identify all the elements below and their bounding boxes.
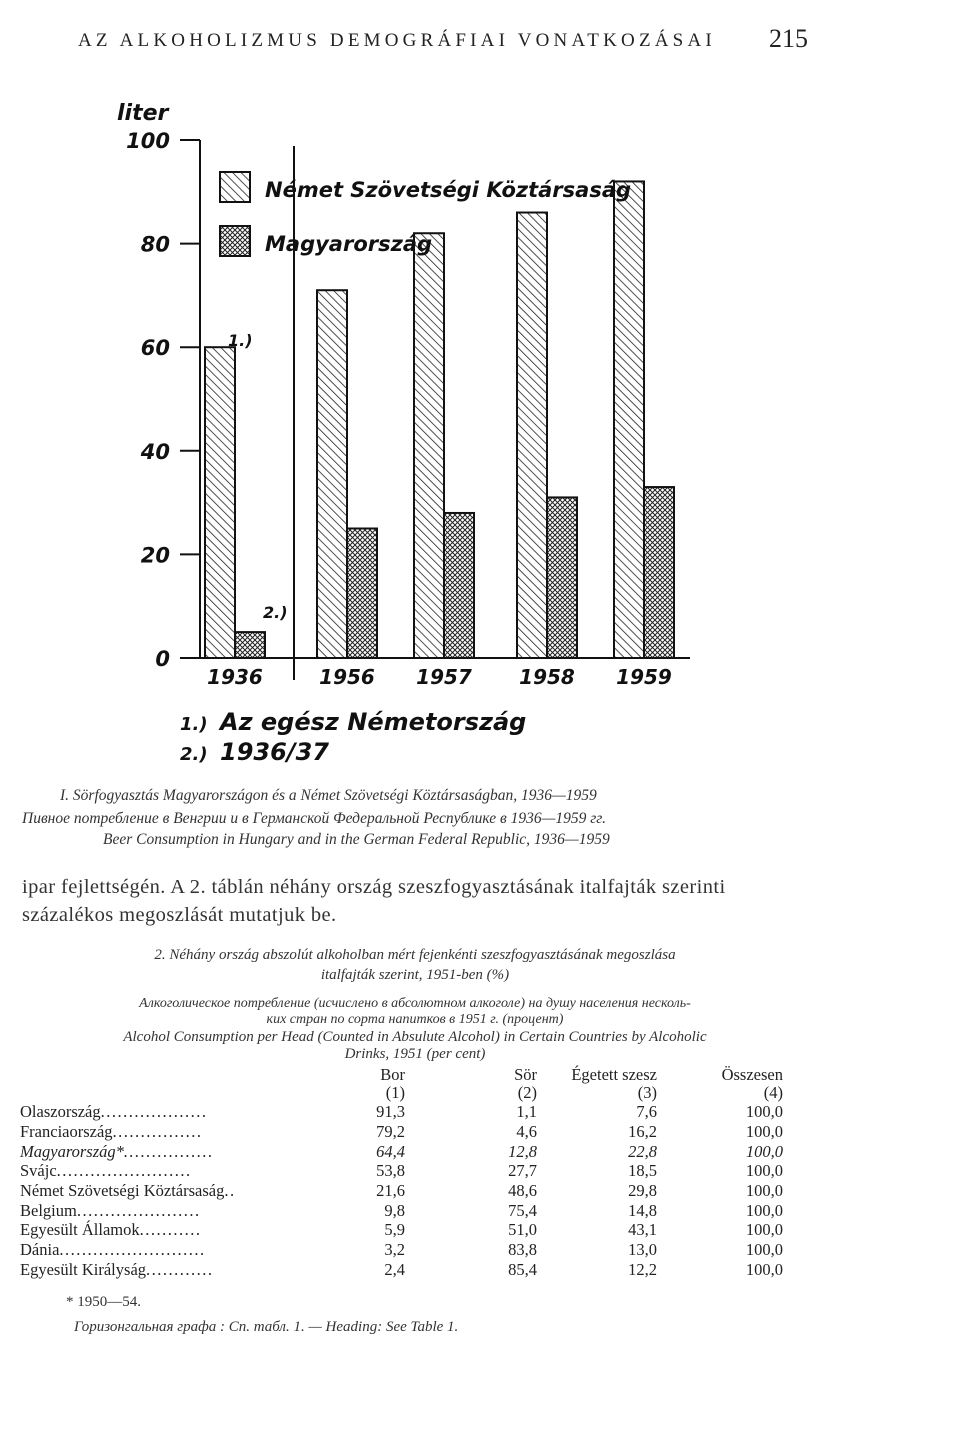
row-label: Franciaország — [20, 1122, 113, 1142]
col-num-2: (2) — [517, 1083, 537, 1102]
cell-col-3: 43,1 — [628, 1220, 657, 1240]
legend-swatch-germany — [220, 172, 250, 202]
bar-germany-1958 — [517, 213, 547, 658]
legend-label-hungary: Magyarország — [265, 232, 433, 256]
y-tick-label: 40 — [140, 439, 170, 464]
figure-caption-en: Beer Consumption in Hungary and in the German Federal Republic, 1936—1959 — [103, 831, 610, 848]
bar-hungary-1959 — [644, 487, 674, 658]
cell-col-2: 85,4 — [508, 1259, 537, 1279]
cell-col-4: 100,0 — [745, 1141, 783, 1161]
figure-caption-ru: Пивное потребление в Венгрии и в Германской Федеральной Республике в 1936—1959 гг. — [22, 810, 607, 827]
y-tick-label: 100 — [126, 129, 170, 153]
figure-caption-number: I. — [60, 787, 70, 804]
row-label: Német Szövetségi Köztársaság — [20, 1181, 225, 1201]
table-title-ru-2: ких стран по сорта напитков в 1951 г. (процент) — [266, 1012, 564, 1027]
cell-col-4: 100,0 — [745, 1181, 783, 1201]
cell-col-3: 14,8 — [628, 1200, 657, 1220]
cell-col-3: 16,2 — [628, 1122, 657, 1142]
cell-col-2: 4,6 — [516, 1122, 537, 1142]
y-axis-label: liter — [117, 101, 169, 126]
bar-hungary-1936 — [235, 632, 265, 658]
cell-col-4: 100,0 — [745, 1259, 783, 1279]
bar-hungary-1958 — [547, 497, 577, 658]
leader-dots: ............ — [146, 1259, 214, 1279]
alcohol-table — [20, 1066, 783, 1279]
table-row — [20, 1200, 783, 1220]
y-tick-label: 60 — [140, 336, 170, 361]
cell-col-2: 83,8 — [508, 1240, 537, 1260]
bar-germany-1959 — [614, 181, 644, 658]
cell-col-1: 5,9 — [384, 1220, 405, 1240]
cell-col-1: 21,6 — [376, 1181, 405, 1201]
bar-germany-1956 — [317, 290, 347, 658]
y-tick-label: 20 — [140, 543, 170, 568]
bar-germany-1936 — [205, 347, 235, 658]
col-head-3: Égetett szesz — [571, 1065, 657, 1084]
cell-col-3: 12,2 — [628, 1259, 657, 1279]
table-row — [20, 1122, 783, 1142]
cell-col-1: 79,2 — [376, 1122, 405, 1142]
col-head-1: Bor — [380, 1065, 405, 1084]
legend — [220, 172, 631, 256]
table-title-ru-1: Алкоголическое потребление (исчислено в абсолютном алкоголе) на душу населения несколь- — [139, 996, 691, 1011]
table-title-en-1: Alcohol Consumption per Head (Counted in Absulute Alcohol) in Certain Countries by Alcoholic — [123, 1029, 707, 1045]
cell-col-4: 100,0 — [745, 1122, 783, 1142]
cell-col-2: 12,8 — [508, 1141, 537, 1161]
table-row — [20, 1220, 783, 1240]
table-row — [20, 1260, 783, 1280]
chart-footnote-1-marker: 1.) — [180, 714, 208, 735]
cell-col-2: 51,0 — [508, 1220, 537, 1240]
leader-dots: ........................ — [56, 1161, 192, 1181]
table-row — [20, 1161, 783, 1181]
table-title-hu-2: italfajták szerint, 1951-ben (%) — [320, 967, 510, 983]
leader-dots: ................ — [112, 1122, 203, 1142]
cell-col-3: 7,6 — [636, 1102, 657, 1122]
col-num-1: (1) — [385, 1083, 405, 1102]
row-label: Dánia — [20, 1240, 60, 1260]
table-row — [20, 1141, 783, 1161]
leader-dots: .......................... — [59, 1240, 206, 1260]
cell-col-4: 100,0 — [745, 1200, 783, 1220]
col-head-2: Sör — [514, 1065, 537, 1084]
x-tick-label-1957: 1957 — [416, 665, 472, 689]
running-head — [78, 24, 808, 53]
y-tick-label: 80 — [140, 232, 170, 257]
leader-dots: ................ — [123, 1141, 214, 1161]
col-num-3: (3) — [637, 1083, 657, 1102]
table-title-hu-1: 2. Néhány ország abszolút alkoholban mért fejenkénti szeszfogyasztásának megoszlása — [154, 947, 676, 963]
cell-col-2: 48,6 — [508, 1181, 537, 1201]
bar-germany-1957 — [414, 233, 444, 658]
cell-col-3: 13,0 — [628, 1240, 657, 1260]
row-label: Magyarország* — [20, 1141, 124, 1161]
x-tick-label-1956: 1956 — [319, 665, 375, 689]
row-label: Egyesült Államok — [20, 1220, 140, 1240]
legend-label-germany: Német Szövetségi Köztársaság — [265, 178, 632, 202]
cell-col-2: 27,7 — [508, 1161, 537, 1181]
x-tick-label-1936: 1936 — [207, 665, 263, 689]
heading-note: Горизонгальная графа : Сп. табл. 1. — Heading: See Table 1. — [74, 1319, 459, 1335]
leader-dots: ........... — [139, 1220, 202, 1240]
figure-caption-hu — [60, 787, 597, 805]
mark-1: 1.) — [228, 331, 253, 350]
x-tick-label-1958: 1958 — [519, 665, 575, 689]
row-label: Svájc — [20, 1161, 57, 1181]
chart-footnote-1-text: Az egész Németország — [220, 708, 527, 736]
mark-2: 2.) — [263, 603, 288, 622]
cell-col-3: 29,8 — [628, 1181, 657, 1201]
row-label: Belgium — [20, 1200, 77, 1220]
cell-col-4: 100,0 — [745, 1240, 783, 1260]
table-footnote: * 1950—54. — [66, 1294, 141, 1310]
leader-dots: ................... — [100, 1102, 208, 1122]
row-label: Olaszország — [20, 1102, 101, 1122]
cell-col-3: 18,5 — [628, 1161, 657, 1181]
table-row — [20, 1240, 783, 1260]
body-paragraph: ipar fejlettségén. A 2. táblán néhány ország szeszfogyasztásának italfajták szerinti százalékos megoszlását mutatjuk be. — [22, 876, 726, 926]
cell-col-1: 9,8 — [384, 1200, 405, 1220]
cell-col-4: 100,0 — [745, 1220, 783, 1240]
cell-col-1: 2,4 — [384, 1259, 405, 1279]
figure-caption-hu-text: Sörfogyasztás Magyarországon és a Német Szövetségi Köztársaságban, 1936—1959 — [72, 787, 597, 804]
legend-swatch-hungary — [220, 226, 250, 256]
cell-col-1: 91,3 — [376, 1102, 405, 1122]
cell-col-1: 3,2 — [384, 1240, 405, 1260]
cell-col-4: 100,0 — [745, 1161, 783, 1181]
cell-col-2: 1,1 — [516, 1102, 537, 1122]
cell-col-3: 22,8 — [628, 1141, 657, 1161]
bar-hungary-1956 — [347, 529, 377, 659]
table-row — [20, 1181, 783, 1201]
table-title-en-2: Drinks, 1951 (per cent) — [344, 1046, 486, 1062]
leader-dots: ...................... — [76, 1200, 201, 1220]
running-title: AZ ALKOHOLIZMUS DEMOGRÁFIAI VONATKOZÁSAI — [78, 30, 716, 51]
table-row — [20, 1102, 783, 1122]
beer-consumption-chart — [0, 95, 960, 775]
cell-col-2: 75,4 — [508, 1200, 537, 1220]
cell-col-1: 64,4 — [376, 1141, 405, 1161]
row-label: Egyesült Királyság — [20, 1259, 147, 1279]
chart-footnote-2-text: 1936/37 — [220, 738, 329, 766]
x-tick-label-1959: 1959 — [616, 665, 672, 689]
chart-footnote-2-marker: 2.) — [180, 744, 208, 765]
col-num-4: (4) — [763, 1083, 783, 1102]
col-head-4: Összesen — [721, 1065, 783, 1084]
page-number: 215 — [769, 24, 808, 53]
bar-hungary-1957 — [444, 513, 474, 658]
leader-dots: .. — [224, 1181, 236, 1201]
cell-col-4: 100,0 — [745, 1102, 783, 1122]
y-tick-label: 0 — [155, 647, 170, 671]
cell-col-1: 53,8 — [376, 1161, 405, 1181]
